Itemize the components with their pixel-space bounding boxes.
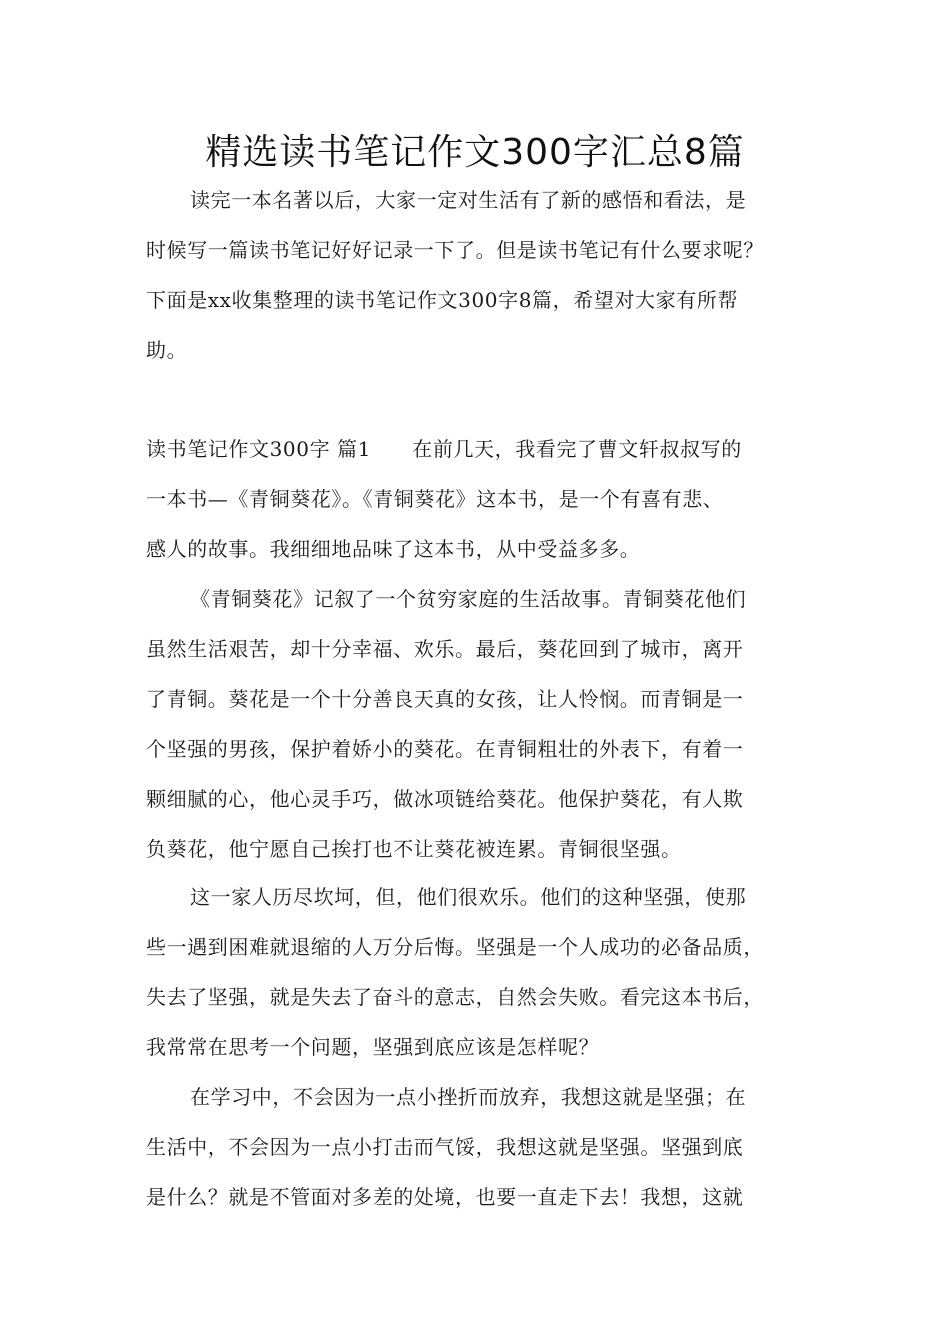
text-line: 生活中，不会因为一点小打击而气馁，我想这就是坚强。坚强到底 bbox=[146, 1135, 744, 1159]
text-line: 感人的故事。我细细地品味了这本书，从中受益多多。 bbox=[146, 537, 641, 561]
text-line: 些一遇到困难就退缩的人万分后悔。坚强是一个人成功的必备品质， bbox=[146, 935, 764, 959]
text-line: 下面是xx收集整理的读书笔记作文300字8篇，希望对大家有所帮 bbox=[146, 288, 739, 312]
section-heading-line: 读书笔记作文300字 篇1 在前几天，我看完了曹文轩叔叔写的 bbox=[146, 437, 742, 461]
text-line: 这一家人历尽坎坷，但，他们很欢乐。他们的这种坚强，使那 bbox=[190, 885, 747, 909]
text-line: 我常常在思考一个问题，坚强到底应该是怎样呢？ bbox=[146, 1035, 600, 1059]
text-line: 颗细腻的心，他心灵手巧，做冰项链给葵花。他保护葵花，有人欺 bbox=[146, 787, 744, 811]
text-line: 《青铜葵花》记叙了一个贫穷家庭的生活故事。青铜葵花他们 bbox=[190, 587, 747, 611]
text-line: 读完一本名著以后，大家一定对生活有了新的感悟和看法，是 bbox=[190, 188, 747, 212]
text-line: 负葵花，他宁愿自己挨打也不让葵花被连累。青铜很坚强。 bbox=[146, 837, 682, 861]
document-title: 精选读书笔记作文300字汇总8篇 bbox=[205, 132, 745, 173]
text-line: 时候写一篇读书笔记好好记录一下了。但是读书笔记有什么要求呢？ bbox=[146, 238, 764, 262]
text-line: 虽然生活艰苦，却十分幸福、欢乐。最后，葵花回到了城市，离开 bbox=[146, 637, 744, 661]
text-line: 是什么？就是不管面对多差的处境，也要一直走下去！我想，这就 bbox=[146, 1185, 744, 1209]
text-line: 在学习中，不会因为一点小挫折而放弃，我想这就是坚强；在 bbox=[190, 1085, 747, 1109]
text-line: 了青铜。葵花是一个十分善良天真的女孩，让人怜悯。而青铜是一 bbox=[146, 687, 744, 711]
text-line: 失去了坚强，就是失去了奋斗的意志，自然会失败。看完这本书后， bbox=[146, 985, 764, 1009]
text-line: 助。 bbox=[146, 338, 188, 362]
text-line: 一本书—《青铜葵花》。《青铜葵花》这本书，是一个有喜有悲、 bbox=[146, 487, 724, 511]
text-line: 个坚强的男孩，保护着娇小的葵花。在青铜粗壮的外表下，有着一 bbox=[146, 737, 744, 761]
